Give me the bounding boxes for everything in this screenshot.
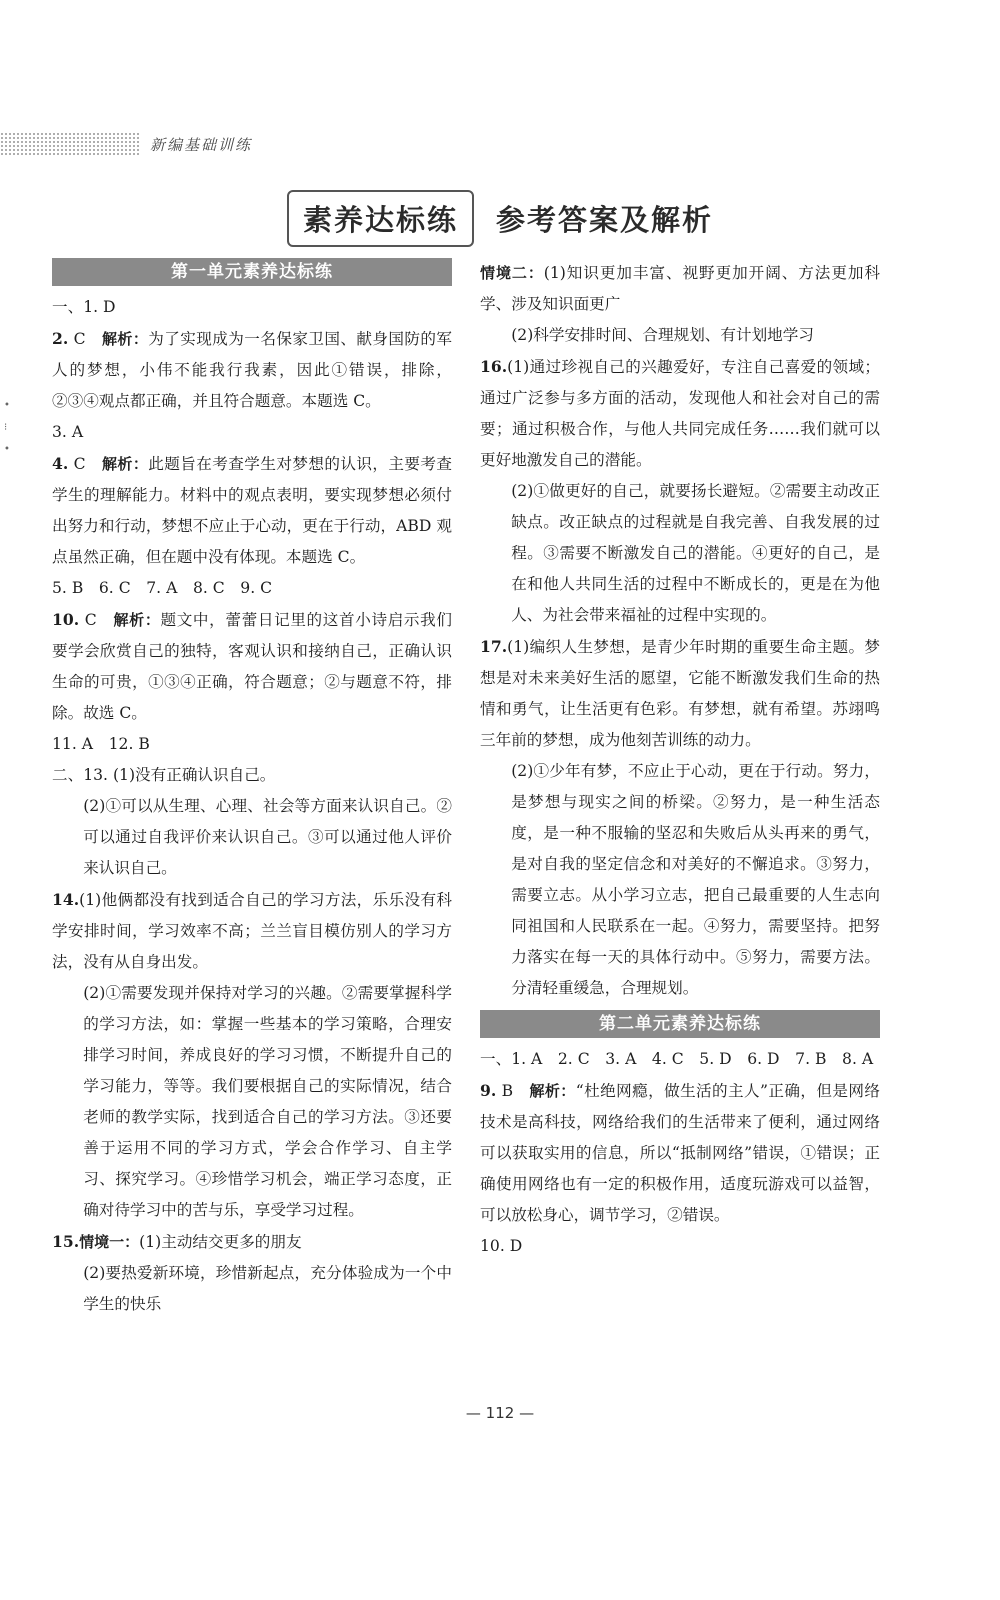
answer-4 [52, 448, 452, 573]
answer-15-scenario2-2: (2)科学安排时间、合理规划、有计划地学习 [511, 326, 814, 344]
question-number: 16. [480, 357, 508, 376]
page-number: — 112 — [465, 1404, 535, 1422]
analysis-text: “杜绝网瘾，做生活的主人”正确，但是网络技术是高科技，网络给我们的生活带来了便利，通过网络可以获取实用的信息，所以“抵制网络”错误，①错误；正确使用网络也有一定的积极作用，适度玩游戏可以益智，可以放松身心，调节学习，②错误。 [480, 1082, 880, 1224]
question-number: 9. [480, 1081, 497, 1100]
question-number: 10. [52, 610, 80, 629]
answer-17-1 [480, 631, 880, 756]
scenario-label: 情境二： [480, 264, 544, 282]
answer-14-1 [52, 884, 452, 978]
answer-choice: C [68, 330, 103, 348]
answer-choice: C [68, 455, 103, 473]
unit2-answers-1-8: 一、1. A 2. C 3. A 4. C 5. D 6. D 7. B 8. A [480, 1050, 874, 1068]
answer-17-2: (2)①少年有梦，不应止于心动，更在于行动。努力，是梦想与现实之间的桥梁。②努力，是一种生活态度，是一种不服输的坚忍和失败后从头再来的勇气，是对自我的坚定信念和对美好的不懈追求。③努力，需要立志。从小学习立志，把自己最重要的人生志向同祖国和人民联系在一起。④努力，需要坚持。把努力落实在每一天的具体行动中。⑤努力，需要方法。分清轻重缓急，合理规划。 [511, 762, 880, 997]
answer-16-1 [480, 351, 880, 476]
question-number: 15. [52, 1232, 80, 1251]
analysis-text: 此题旨在考查学生对梦想的认识，主要考查学生的理解能力。材料中的观点表明，要实现梦想必须付出努力和行动，梦想不应止于心动，更在于行动，ABD 观点虽然正确，但在题中没有体现。本题选 C。 [52, 455, 452, 566]
answer-15-2: (2)要热爱新环境，珍惜新起点，充分体验成为一个中学生的快乐 [83, 1264, 452, 1313]
left-column [52, 258, 452, 1320]
answer-15-1 [52, 1226, 452, 1258]
section-header-unit1: 第一单元素养达标练 [52, 258, 452, 286]
answer-text: (1)他俩都没有找到适合自己的学习方法，乐乐没有科学安排时间，学习效率不高；兰兰盲目模仿别人的学习方法，没有从自身出发。 [52, 891, 452, 971]
answer-15-scenario2 [480, 258, 880, 320]
answer-choice: C [79, 611, 114, 629]
unit2-answer-10: 10. D [480, 1237, 523, 1255]
analysis-label: 解析： [102, 330, 149, 348]
answer-14-2: (2)①需要发现并保持对学习的兴趣。②需要掌握科学的学习方法，如：掌握一些基本的学习策略，合理安排学习时间，养成良好的学习习惯，不断提升自己的学习能力，等等。我们要根据自己的实际情况，结合老师的教学实际，找到适合自己的学习方法。③还要善于运用不同的学习方式，学会合作学习、自主学习、探究学习。④珍惜学习机会，端正学习态度，正确对待学习中的苦与乐，享受学习过程。 [83, 984, 452, 1219]
scenario-label: 情境一： [79, 1233, 140, 1251]
answer-1: 一、1. D [52, 298, 116, 316]
unit2-answer-9 [480, 1075, 880, 1231]
title-main: 参考答案及解析 [496, 203, 714, 237]
question-number: 4. [52, 454, 69, 473]
answer-13-2: (2)①可以从生理、心理、社会等方面来认识自己。②可以通过自我评价来认识自己。③可以通过他人评价来认识自己。 [83, 797, 452, 877]
question-number: 2. [52, 329, 69, 348]
analysis-text: 题文中，蕾蕾日记里的这首小诗启示我们要学会欣赏自己的独特，客观认识和接纳自己，正确认识生命的可贵，①③④正确，符合题意；②与题意不符，排除。故选 C。 [52, 611, 452, 722]
header-dot-pattern [0, 132, 140, 156]
right-column [480, 258, 880, 1262]
analysis-text: 为了实现成为一名保家卫国、献身国防的军人的梦想，小伟不能我行我素，因此①错误，排除，②③④观点都正确，并且符合题意。本题选 C。 [52, 330, 452, 410]
answer-choice: B [496, 1082, 530, 1100]
answer-2 [52, 323, 452, 417]
question-number: 17. [480, 637, 508, 656]
answer-13-1: 二、13. (1)没有正确认识自己。 [52, 766, 276, 784]
analysis-label: 解析： [102, 455, 149, 473]
analysis-label: 解析： [529, 1082, 576, 1100]
answers-11-12: 11. A 12. B [52, 735, 150, 753]
answer-text: (1)知识更加丰富、视野更加开阔、方法更加科学、涉及知识面更广 [480, 264, 880, 313]
margin-binding-marks: • ⁝ • [4, 400, 10, 455]
title-boxed: 素养达标练 [287, 190, 474, 247]
page-title [0, 190, 1000, 247]
answers-5-9: 5. B 6. C 7. A 8. C 9. C [52, 579, 273, 597]
answer-16-2: (2)①做更好的自己，就要扬长避短。②需要主动改正缺点。改正缺点的过程就是自我完善、自我发展的过程。③需要不断激发自己的潜能。④更好的自己，是在和他人共同生活的过程中不断成长的，更是在为他人、为社会带来福祉的过程中实现的。 [511, 482, 880, 624]
analysis-label: 解析： [113, 611, 161, 629]
answer-text: (1)编织人生梦想，是青少年时期的重要生命主题。梦想是对未来美好生活的愿望，它能不断激发我们生命的热情和勇气，让生活更有色彩。有梦想，就有希望。苏翊鸣三年前的梦想，成为他刻苦训练的动力。 [480, 638, 880, 749]
question-number: 14. [52, 890, 80, 909]
answer-3: 3. A [52, 423, 84, 441]
series-title: 新编基础训练 [150, 136, 253, 154]
answer-text: (1)通过珍视自己的兴趣爱好，专注自己喜爱的领域；通过广泛参与多方面的活动，发现他人和社会对自己的需要；通过积极合作，与他人共同完成任务……我们就可以更好地激发自己的潜能。 [480, 358, 880, 469]
answer-text: (1)主动结交更多的朋友 [139, 1233, 302, 1251]
answer-10 [52, 604, 452, 729]
section-header-unit2: 第二单元素养达标练 [480, 1010, 880, 1038]
